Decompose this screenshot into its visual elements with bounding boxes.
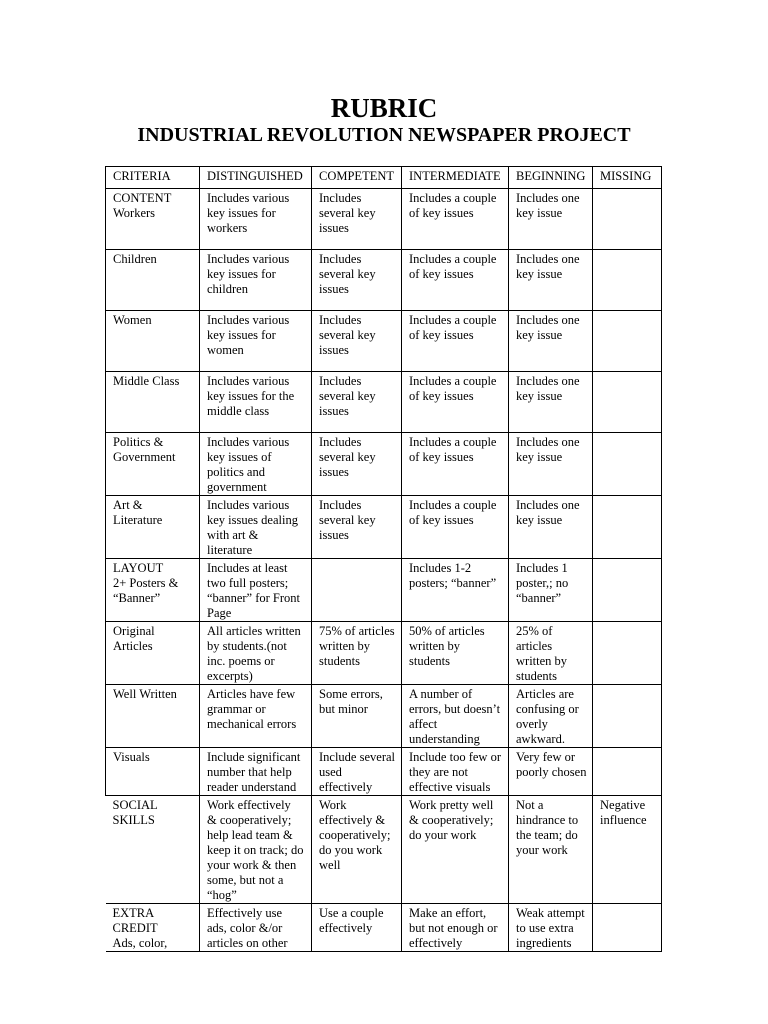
cell-competent — [312, 904, 402, 952]
cell-text-line: Some errors, — [319, 687, 383, 701]
cell-text-line: key issue — [516, 206, 563, 220]
cell-text-line: Includes various — [207, 498, 290, 512]
cell-text-line: Includes various — [207, 313, 290, 327]
cell-text-line: A number of — [409, 687, 473, 701]
cell-beginning — [509, 685, 593, 748]
cell-beginning — [509, 622, 593, 685]
cell-distinguished — [200, 250, 312, 311]
cell-text-line: Includes one — [516, 498, 580, 512]
table-row — [106, 496, 662, 559]
cell-missing — [593, 685, 662, 748]
cell-criteria — [106, 559, 200, 622]
cell-distinguished — [200, 189, 312, 250]
table-row — [106, 904, 662, 952]
cell-text-line: government — [207, 480, 267, 494]
cell-text-line: SOCIAL — [112, 798, 158, 812]
cell-text-line: with art & — [207, 528, 259, 542]
cell-text-line: do your work — [409, 828, 477, 842]
cell-text-line: Includes a couple — [409, 191, 497, 205]
header-cell: CRITERIA — [106, 167, 200, 189]
cell-text-line: Negative — [600, 798, 646, 812]
cell-text-line: Effectively use — [207, 906, 283, 920]
cell-text-line: Includes 1-2 — [409, 561, 472, 575]
cell-text-line: cooperatively; — [319, 828, 391, 842]
cell-text-line: Includes one — [516, 374, 580, 388]
cell-text-line: overly — [516, 717, 548, 731]
cell-missing — [593, 622, 662, 685]
cell-competent — [312, 748, 402, 796]
cell-text-line: poster,; no — [516, 576, 569, 590]
cell-text-line: Includes a couple — [409, 498, 497, 512]
cell-intermediate — [402, 250, 509, 311]
cell-text-line: Includes various — [207, 252, 290, 266]
table-row — [106, 250, 662, 311]
cell-text-line: awkward. — [516, 732, 565, 746]
header-cell: COMPETENT — [312, 167, 402, 189]
cell-text-line: of key issues — [409, 206, 474, 220]
cell-text-line: 75% of articles — [319, 624, 395, 638]
cell-text-line: Includes — [319, 191, 362, 205]
cell-distinguished — [200, 559, 312, 622]
cell-text-line: key issues for the — [207, 389, 295, 403]
cell-text-line: key issue — [516, 450, 563, 464]
cell-beginning — [509, 748, 593, 796]
cell-beginning — [509, 189, 593, 250]
cell-intermediate — [402, 748, 509, 796]
cell-missing — [593, 372, 662, 433]
cell-text-line: Includes various — [207, 191, 290, 205]
cell-text-line: ads, color &/or — [207, 921, 283, 935]
cell-text-line: excerpts) — [207, 669, 253, 683]
cell-missing — [593, 559, 662, 622]
cell-distinguished — [200, 372, 312, 433]
cell-text-line: hindrance to — [516, 813, 579, 827]
cell-text-line: key issues dealing — [207, 513, 298, 527]
cell-text-line: key issue — [516, 513, 563, 527]
cell-text-line: of key issues — [409, 328, 474, 342]
cell-competent — [312, 250, 402, 311]
cell-text-line: but minor — [319, 702, 368, 716]
cell-missing — [593, 904, 662, 952]
cell-text-line: posters; “banner” — [409, 576, 497, 590]
cell-beginning — [509, 250, 593, 311]
page-title: RUBRIC — [330, 93, 438, 123]
cell-text-line: Work effectively — [207, 798, 291, 812]
cell-criteria — [106, 496, 200, 559]
cell-text-line: Use a couple — [319, 906, 384, 920]
cell-beginning — [509, 496, 593, 559]
cell-text-line: issues — [319, 221, 349, 235]
cell-text-line: understanding — [409, 732, 480, 746]
cell-text-line: Includes a couple — [409, 374, 497, 388]
table-row — [106, 622, 662, 685]
cell-text-line: Includes at least — [207, 561, 288, 575]
cell-text-line: used — [319, 765, 342, 779]
cell-intermediate — [402, 433, 509, 496]
cell-text-line: key issue — [516, 389, 563, 403]
cell-text-line: Include several — [319, 750, 396, 764]
cell-text-line: issues — [319, 528, 349, 542]
cell-text-line: of key issues — [409, 450, 474, 464]
cell-criteria — [106, 796, 200, 904]
cell-text-line: Women — [113, 313, 152, 327]
cell-text-line: issues — [319, 343, 349, 357]
cell-missing — [593, 311, 662, 372]
cell-competent — [312, 559, 402, 622]
cell-text-line: Work pretty well — [409, 798, 494, 812]
cell-distinguished — [200, 748, 312, 796]
cell-text-line: several key — [319, 206, 376, 220]
cell-text-line: “Banner” — [113, 591, 161, 605]
rubric-table — [105, 166, 662, 952]
cell-text-line: “banner” — [516, 591, 562, 605]
cell-text-line: Art & — [113, 498, 143, 512]
cell-intermediate — [402, 559, 509, 622]
cell-distinguished — [200, 622, 312, 685]
cell-missing — [593, 748, 662, 796]
cell-competent — [312, 685, 402, 748]
cell-text-line: Ads, color, — [112, 936, 168, 950]
cell-text-line: Includes one — [516, 191, 580, 205]
cell-text-line: Work — [319, 798, 347, 812]
cell-text-line: Include significant — [207, 750, 301, 764]
cell-text-line: effectively — [409, 936, 463, 950]
cell-missing — [593, 250, 662, 311]
cell-text-line: they are not — [409, 765, 469, 779]
cell-text-line: Articles have few — [207, 687, 296, 701]
cell-beginning — [509, 796, 593, 904]
cell-text-line: written by — [516, 654, 568, 668]
cell-text-line: Includes one — [516, 313, 580, 327]
cell-criteria — [106, 311, 200, 372]
cell-text-line: Well Written — [113, 687, 177, 701]
cell-text-line: SKILLS — [112, 813, 155, 827]
cell-distinguished — [200, 496, 312, 559]
table-row — [106, 311, 662, 372]
cell-text-line: help lead team & — [207, 828, 293, 842]
cell-text-line: effectively — [319, 780, 373, 794]
cell-text-line: Includes — [319, 374, 362, 388]
cell-text-line: students — [319, 654, 360, 668]
cell-text-line: CREDIT — [112, 921, 158, 935]
cell-text-line: Include too few or — [409, 750, 501, 764]
cell-text-line: Includes one — [516, 252, 580, 266]
header-cell: DISTINGUISHED — [200, 167, 312, 189]
cell-text-line: effectively & — [319, 813, 386, 827]
cell-intermediate — [402, 796, 509, 904]
cell-text-line: LAYOUT — [113, 561, 164, 575]
cell-text-line: “hog” — [207, 888, 237, 902]
cell-text-line: number that help — [207, 765, 292, 779]
cell-text-line: several key — [319, 389, 376, 403]
cell-text-line: students — [516, 669, 557, 683]
cell-distinguished — [200, 433, 312, 496]
cell-intermediate — [402, 189, 509, 250]
cell-text-line: Visuals — [113, 750, 150, 764]
cell-text-line: issues — [319, 404, 349, 418]
cell-text-line: well — [319, 858, 341, 872]
cell-distinguished — [200, 796, 312, 904]
table-row — [106, 372, 662, 433]
cell-text-line: the team; do — [516, 828, 578, 842]
cell-text-line: Includes various — [207, 435, 290, 449]
cell-text-line: to use extra — [516, 921, 574, 935]
cell-text-line: influence — [600, 813, 647, 827]
header-cell: MISSING — [593, 167, 662, 189]
cell-text-line: key issues for — [207, 206, 276, 220]
cell-text-line: several key — [319, 450, 376, 464]
cell-text-line: issues — [319, 282, 349, 296]
cell-text-line: keep it on track; do — [207, 843, 304, 857]
cell-missing — [593, 433, 662, 496]
cell-beginning — [509, 559, 593, 622]
header-cell: BEGINNING — [509, 167, 593, 189]
cell-beginning — [509, 904, 593, 952]
cell-text-line: Includes — [319, 435, 362, 449]
cell-text-line: errors, but doesn’t — [409, 702, 501, 716]
cell-text-line: confusing or — [516, 702, 579, 716]
cell-distinguished — [200, 685, 312, 748]
cell-distinguished — [200, 904, 312, 952]
cell-text-line: of key issues — [409, 389, 474, 403]
cell-text-line: Make an effort, — [409, 906, 487, 920]
cell-text-line: written by — [319, 639, 371, 653]
table-row — [106, 433, 662, 496]
cell-text-line: but not enough or — [409, 921, 498, 935]
cell-text-line: some, but not a — [207, 873, 284, 887]
cell-text-line: Page — [207, 606, 232, 620]
cell-intermediate — [402, 904, 509, 952]
cell-text-line: Not a — [516, 798, 544, 812]
table-row — [106, 748, 662, 796]
cell-criteria — [106, 622, 200, 685]
cell-text-line: Includes — [319, 252, 362, 266]
cell-criteria — [106, 904, 200, 952]
cell-text-line: 2+ Posters & — [113, 576, 179, 590]
table-header-row — [106, 167, 662, 189]
cell-beginning — [509, 372, 593, 433]
cell-text-line: 50% of articles — [409, 624, 485, 638]
cell-beginning — [509, 433, 593, 496]
cell-text-line: key issue — [516, 328, 563, 342]
cell-text-line: Middle Class — [113, 374, 180, 388]
cell-text-line: do you work — [319, 843, 383, 857]
cell-text-line: poorly chosen — [516, 765, 587, 779]
cell-competent — [312, 496, 402, 559]
cell-text-line: middle class — [207, 404, 270, 418]
cell-competent — [312, 311, 402, 372]
cell-intermediate — [402, 372, 509, 433]
cell-intermediate — [402, 685, 509, 748]
cell-text-line: written by — [409, 639, 461, 653]
cell-text-line: “banner” for Front — [207, 591, 301, 605]
cell-distinguished — [200, 311, 312, 372]
cell-text-line: key issues for — [207, 267, 276, 281]
cell-text-line: effective visuals — [409, 780, 491, 794]
cell-text-line: EXTRA — [112, 906, 155, 920]
cell-intermediate — [402, 496, 509, 559]
cell-text-line: your work & then — [207, 858, 297, 872]
cell-text-line: key issues for — [207, 328, 276, 342]
cell-competent — [312, 372, 402, 433]
cell-beginning — [509, 311, 593, 372]
cell-text-line: Weak attempt — [516, 906, 585, 920]
cell-criteria — [106, 433, 200, 496]
cell-competent — [312, 796, 402, 904]
cell-text-line: & cooperatively; — [409, 813, 494, 827]
cell-text-line: women — [207, 343, 244, 357]
cell-text-line: articles — [516, 639, 553, 653]
cell-text-line: 25% of — [516, 624, 553, 638]
cell-text-line: issues — [319, 465, 349, 479]
cell-text-line: your work — [516, 843, 568, 857]
cell-text-line: Politics & — [113, 435, 164, 449]
cell-criteria — [106, 748, 200, 796]
cell-text-line: articles on other — [207, 936, 288, 950]
cell-text-line: Very few or — [516, 750, 576, 764]
cell-text-line: affect — [409, 717, 438, 731]
cell-text-line: ingredients — [516, 936, 572, 950]
table-row — [106, 685, 662, 748]
cell-text-line: Articles are — [516, 687, 574, 701]
cell-text-line: several key — [319, 513, 376, 527]
cell-missing — [593, 796, 662, 904]
cell-text-line: politics and — [207, 465, 265, 479]
cell-text-line: children — [207, 282, 248, 296]
cell-text-line: key issues of — [207, 450, 272, 464]
cell-text-line: Includes a couple — [409, 252, 497, 266]
cell-text-line: & cooperatively; — [207, 813, 292, 827]
page-subtitle: INDUSTRIAL REVOLUTION NEWSPAPER PROJECT — [137, 124, 631, 146]
table-row — [106, 189, 662, 250]
cell-text-line: of key issues — [409, 267, 474, 281]
cell-text-line: inc. poems or — [207, 654, 275, 668]
cell-text-line: Children — [113, 252, 157, 266]
cell-text-line: grammar or — [207, 702, 266, 716]
cell-text-line: several key — [319, 328, 376, 342]
cell-missing — [593, 496, 662, 559]
cell-competent — [312, 622, 402, 685]
cell-text-line: Workers — [113, 206, 156, 220]
cell-text-line: reader understand — [207, 780, 297, 794]
cell-text-line: two full posters; — [207, 576, 289, 590]
header-cell: INTERMEDIATE — [402, 167, 509, 189]
cell-competent — [312, 189, 402, 250]
cell-criteria — [106, 685, 200, 748]
cell-intermediate — [402, 622, 509, 685]
cell-criteria — [106, 372, 200, 433]
cell-criteria — [106, 189, 200, 250]
cell-text-line: Original — [113, 624, 155, 638]
cell-text-line: Includes a couple — [409, 313, 497, 327]
cell-text-line: workers — [207, 221, 248, 235]
cell-intermediate — [402, 311, 509, 372]
cell-text-line: CONTENT — [113, 191, 172, 205]
table-row — [106, 796, 662, 904]
cell-text-line: mechanical errors — [207, 717, 297, 731]
cell-competent — [312, 433, 402, 496]
cell-text-line: literature — [207, 543, 253, 557]
cell-criteria — [106, 250, 200, 311]
cell-text-line: Government — [113, 450, 176, 464]
cell-text-line: Includes various — [207, 374, 290, 388]
cell-text-line: Includes — [319, 313, 362, 327]
cell-text-line: All articles written — [207, 624, 301, 638]
cell-text-line: effectively — [319, 921, 373, 935]
cell-text-line: by students.(not — [207, 639, 287, 653]
table-row — [106, 559, 662, 622]
cell-missing — [593, 189, 662, 250]
cell-text-line: Includes 1 — [516, 561, 568, 575]
cell-text-line: Includes a couple — [409, 435, 497, 449]
cell-text-line: key issue — [516, 267, 563, 281]
cell-text-line: Articles — [113, 639, 153, 653]
cell-text-line: several key — [319, 267, 376, 281]
cell-text-line: Includes one — [516, 435, 580, 449]
cell-text-line: students — [409, 654, 450, 668]
cell-text-line: of key issues — [409, 513, 474, 527]
cell-text-line: Literature — [113, 513, 163, 527]
cell-text-line: Includes — [319, 498, 362, 512]
